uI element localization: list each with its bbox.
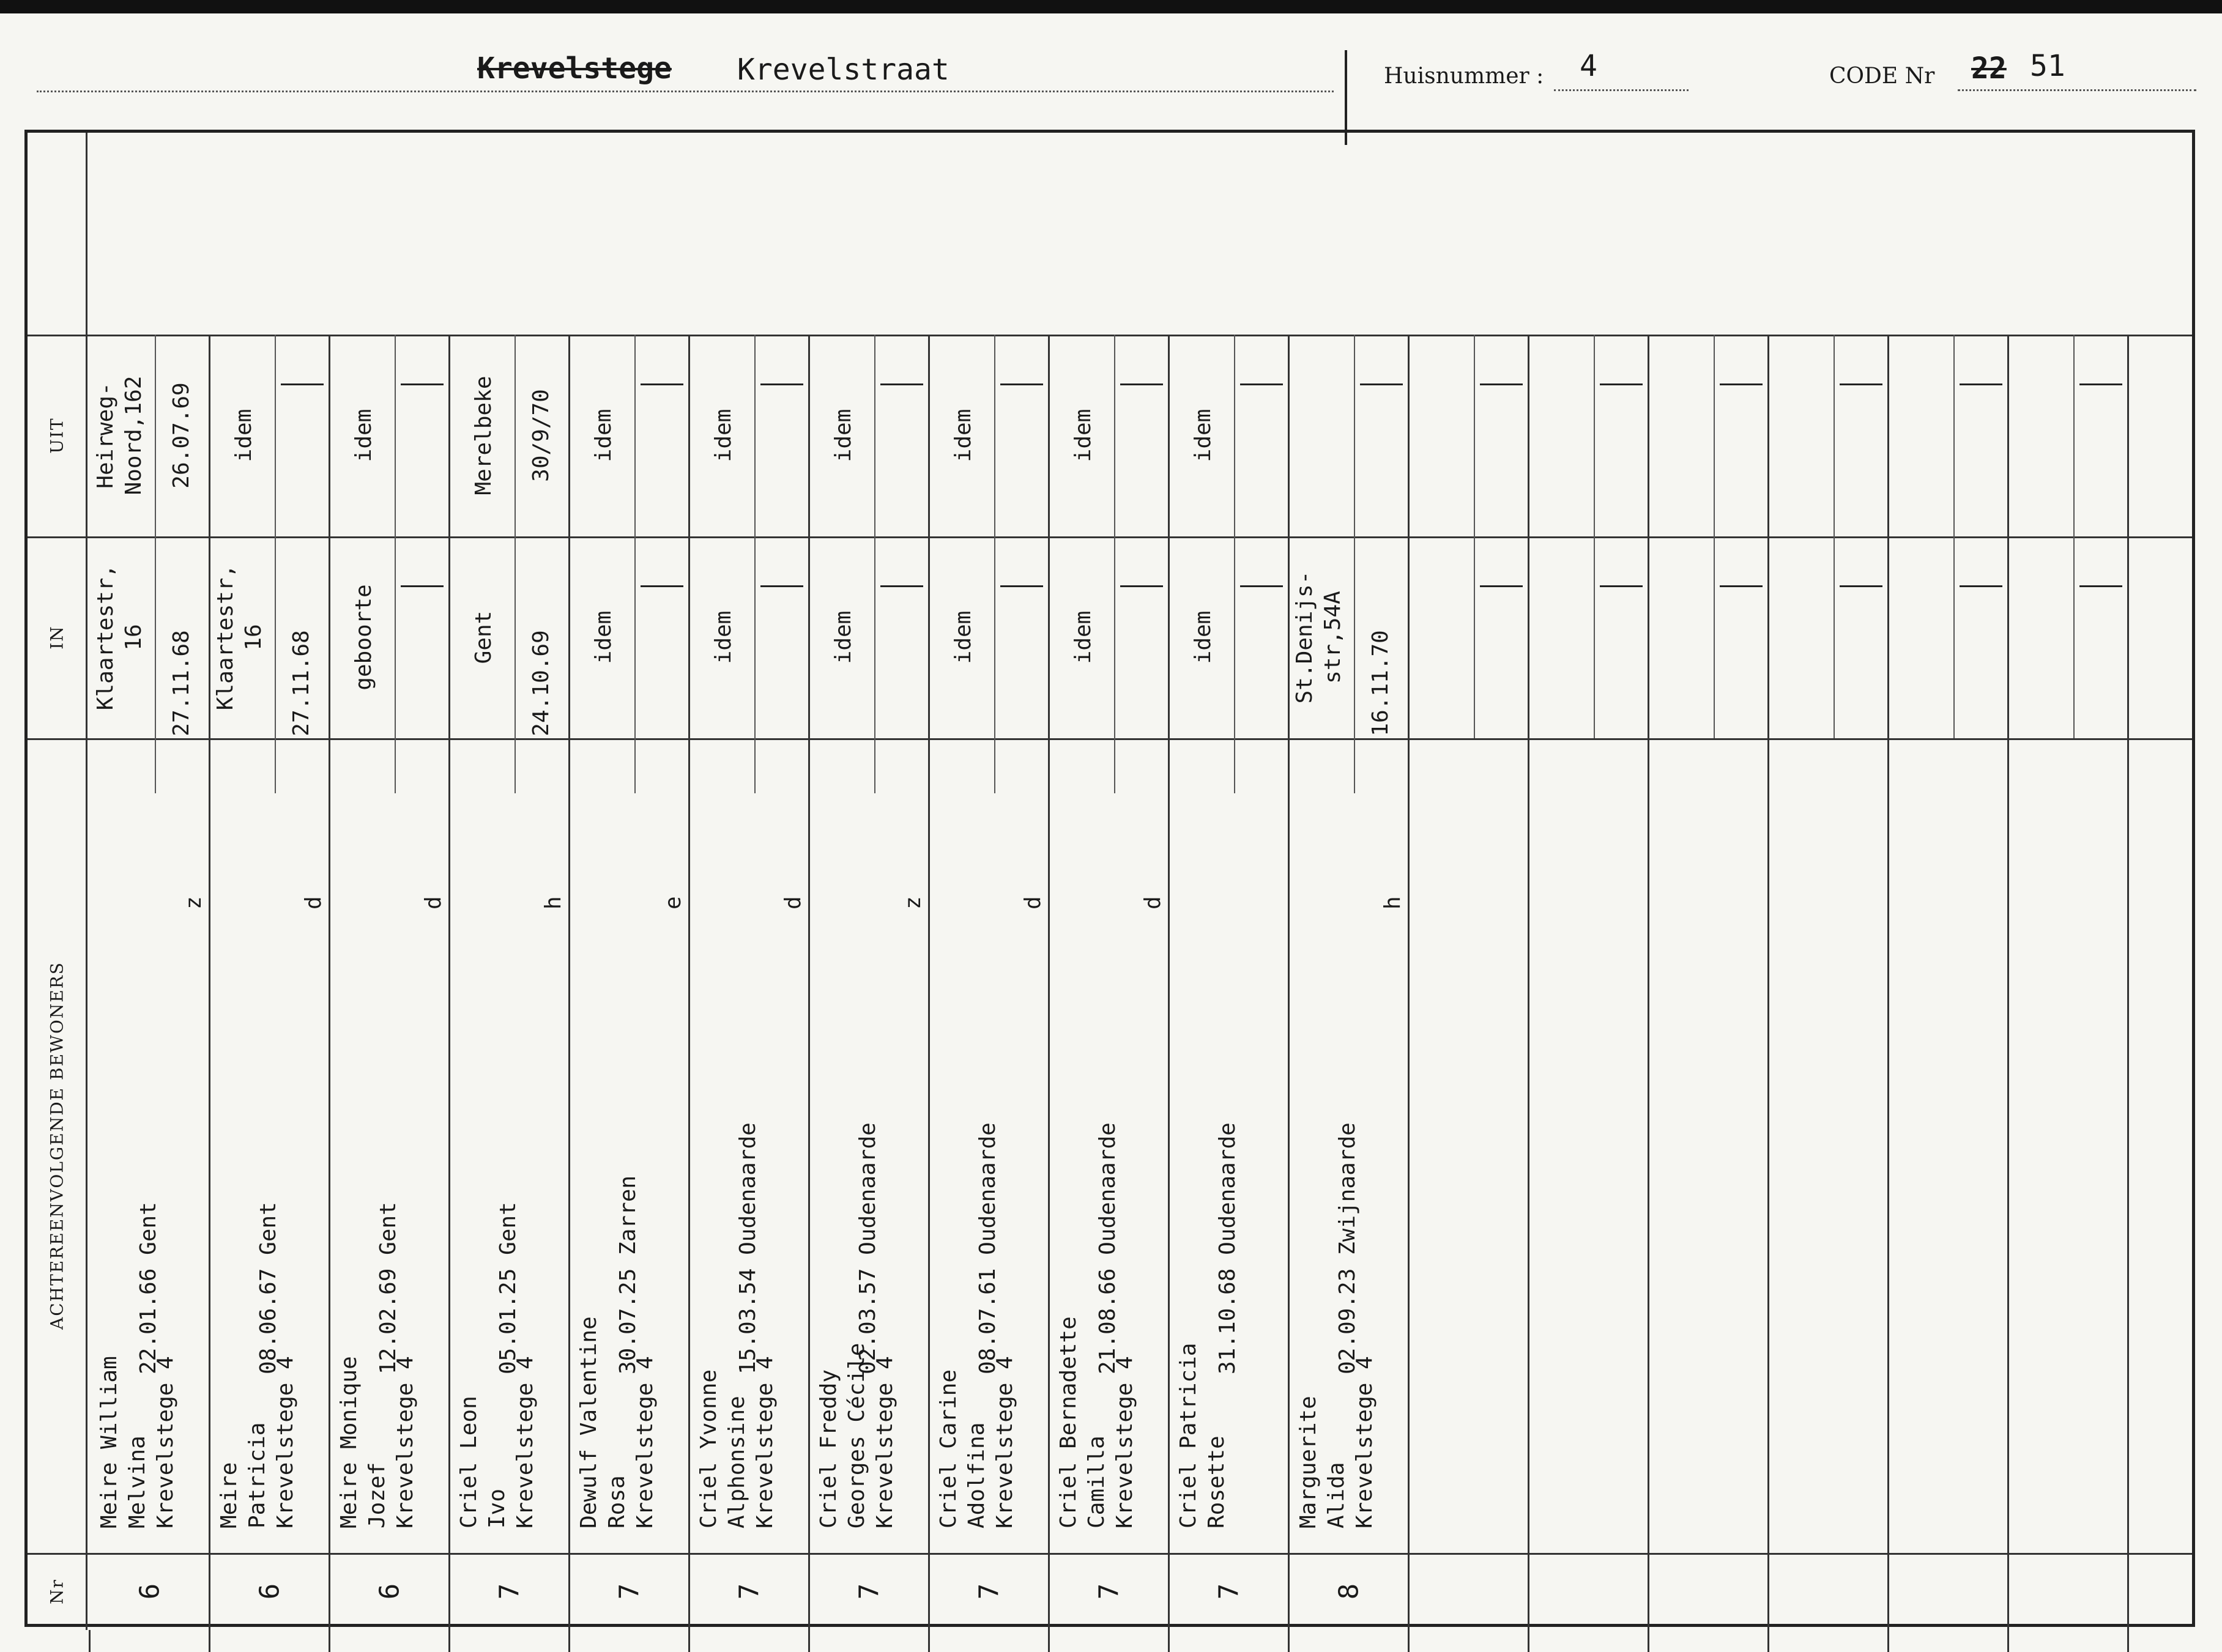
out-date-empty [1000, 383, 1043, 385]
status-code: d [421, 896, 446, 909]
birth-date-place: 21.08.66 Oudenaarde [1095, 1122, 1120, 1374]
date-subcolumn-line [994, 738, 995, 793]
in-origin: idem [711, 610, 736, 664]
out-destination: idem [951, 409, 976, 462]
resident-address: Krevelstege 4 [273, 1356, 298, 1528]
out-date: 30/9/70 [529, 389, 554, 482]
bottom-tick [209, 1630, 210, 1652]
resident-address: Krevelstege 4 [872, 1356, 897, 1528]
band-line-residents-top [28, 738, 2192, 740]
date-subcolumn-line [634, 738, 636, 793]
date-subcolumn-line [1953, 335, 1955, 536]
resident-given-names: Ivo [485, 1488, 510, 1528]
row-number: 7 [614, 1583, 645, 1600]
resident-address: Krevelstege 4 [393, 1356, 418, 1528]
column-line [1528, 335, 1529, 1630]
resident-given-names: Alida [1324, 1462, 1349, 1528]
out-date-empty [1240, 383, 1283, 385]
label-column-separator [86, 133, 87, 1630]
resident-given-names: Rosa [604, 1475, 630, 1528]
house-number: 4 [1580, 49, 1597, 83]
header [0, 13, 2222, 130]
empty-out-dash [1600, 383, 1643, 385]
out-destination: Merelbeke [471, 376, 496, 495]
resident-address: Krevelstege 4 [752, 1356, 778, 1528]
bottom-tick [1767, 1630, 1769, 1652]
bottom-tick [89, 1630, 91, 1652]
out-destination: Heirweg- [93, 382, 118, 489]
out-destination: idem [1071, 409, 1096, 462]
date-subcolumn-line [2073, 335, 2075, 536]
band-line-in-top [28, 536, 2192, 538]
in-origin: 16 [121, 624, 146, 651]
date-subcolumn-line [515, 738, 516, 793]
status-code: d [781, 896, 806, 909]
date-subcolumn-line [515, 335, 516, 536]
date-subcolumn-line [754, 536, 756, 738]
out-date-empty [1360, 383, 1403, 385]
empty-out-dash [2079, 383, 2122, 385]
out-destination: idem [831, 409, 856, 462]
date-subcolumn-line [1953, 536, 1955, 738]
empty-in-dash [1600, 585, 1643, 587]
resident-name: Meire Monique [336, 1356, 362, 1528]
bottom-tick [688, 1630, 690, 1652]
column-line [808, 335, 810, 1630]
in-date: 16.11.70 [1368, 630, 1393, 736]
code-dotted-line [1958, 89, 2196, 91]
resident-name: Criel Freddy [816, 1369, 841, 1528]
column-line [1048, 335, 1050, 1630]
empty-in-dash [2079, 585, 2122, 587]
street-name-new: Krevelstraat [737, 53, 949, 87]
in-origin: idem [591, 610, 616, 664]
empty-out-dash [1480, 383, 1523, 385]
in-origin: idem [1071, 610, 1096, 664]
in-origin: Klaartestr, [213, 564, 238, 711]
date-subcolumn-line [994, 536, 995, 738]
bottom-tick [1648, 1630, 1649, 1652]
status-code: d [1020, 896, 1046, 909]
row-number: 7 [494, 1583, 526, 1600]
resident-name: Meire [217, 1462, 242, 1528]
date-subcolumn-line [1354, 335, 1355, 536]
date-subcolumn-line [1474, 335, 1475, 536]
empty-in-dash [1720, 585, 1763, 587]
column-line [928, 335, 930, 1630]
in-date-empty [880, 585, 923, 587]
bottom-tick [2007, 1630, 2009, 1652]
date-subcolumn-line [874, 536, 875, 738]
resident-name: Criel Bernadette [1056, 1316, 1081, 1528]
column-line [1767, 335, 1769, 1630]
out-date-empty [401, 383, 444, 385]
birth-date-place: 30.07.25 Zarren [615, 1175, 641, 1374]
date-subcolumn-line [1114, 536, 1115, 738]
resident-given-names: Melvina [125, 1435, 150, 1528]
date-subcolumn-line [395, 738, 396, 793]
resident-given-names: Jozef [365, 1462, 390, 1528]
date-subcolumn-line [1594, 536, 1595, 738]
column-line [1887, 335, 1889, 1630]
date-subcolumn-line [155, 536, 156, 738]
date-subcolumn-line [874, 738, 875, 793]
house-number-label: Huisnummer : [1384, 64, 1544, 89]
empty-out-dash [1960, 383, 2002, 385]
date-subcolumn-line [1114, 335, 1115, 536]
out-date-empty [880, 383, 923, 385]
date-subcolumn-line [1354, 738, 1355, 793]
in-origin: idem [951, 610, 976, 664]
column-line [568, 335, 570, 1630]
resident-name: Marguerite [1296, 1396, 1321, 1528]
date-subcolumn-line [275, 536, 276, 738]
code-label: CODE Nr [1829, 64, 1935, 89]
bottom-tick [1048, 1630, 1050, 1652]
column-line [1408, 335, 1410, 1630]
in-origin: 16 [241, 624, 266, 651]
resident-address: Krevelstege 4 [513, 1356, 538, 1528]
in-date-empty [760, 585, 803, 587]
out-date-empty [641, 383, 683, 385]
out-date-empty [281, 383, 324, 385]
date-subcolumn-line [1834, 536, 1835, 738]
bottom-tick [1168, 1630, 1170, 1652]
birth-date-place: 05.01.25 Gent [496, 1202, 521, 1374]
resident-address: Krevelstege 4 [1352, 1356, 1377, 1528]
status-code: z [181, 896, 206, 909]
street-name-old: Krevelstege [477, 51, 672, 86]
resident-given-names: Georges Cécile [844, 1343, 869, 1528]
register-sheet [24, 130, 2195, 1627]
empty-in-dash [1840, 585, 1882, 587]
column-line [1648, 335, 1649, 1630]
date-subcolumn-line [1234, 738, 1235, 793]
in-origin: Klaartestr, [93, 564, 118, 711]
row-number: 6 [134, 1583, 166, 1600]
row-number: 6 [254, 1583, 286, 1600]
bottom-tick [448, 1630, 450, 1652]
bottom-tick [1288, 1630, 1290, 1652]
date-subcolumn-line [275, 335, 276, 536]
in-date-empty [1000, 585, 1043, 587]
date-subcolumn-line [1594, 335, 1595, 536]
column-line [2127, 335, 2129, 1630]
scan-top-edge [0, 0, 2222, 13]
date-subcolumn-line [1234, 335, 1235, 536]
resident-name: Criel Yvonne [696, 1369, 721, 1528]
row-number: 7 [734, 1583, 765, 1600]
date-subcolumn-line [2073, 536, 2075, 738]
resident-name: Criel Patricia [1176, 1343, 1201, 1528]
resident-name: Criel Carine [936, 1369, 961, 1528]
row-number: 8 [1333, 1583, 1365, 1600]
resident-given-names: Patricia [245, 1422, 270, 1528]
resident-given-names: Adolfina [964, 1422, 989, 1528]
in-origin: idem [1191, 610, 1216, 664]
status-code: h [541, 896, 566, 909]
date-subcolumn-line [275, 738, 276, 793]
status-code: e [661, 896, 686, 909]
date-subcolumn-line [994, 335, 995, 536]
resident-address: Krevelstege 4 [153, 1356, 178, 1528]
in-date: 27.11.68 [289, 630, 314, 736]
resident-address: Krevelstege 4 [1112, 1356, 1137, 1528]
column-label-uit: UIT [46, 417, 67, 454]
birth-date-place: 02.03.57 Oudenaarde [855, 1122, 880, 1374]
status-code: h [1380, 896, 1405, 909]
resident-name: Meire William [97, 1356, 122, 1528]
date-subcolumn-line [634, 335, 636, 536]
in-origin: idem [831, 610, 856, 664]
birth-date-place: 12.02.69 Gent [376, 1202, 401, 1374]
empty-in-dash [1480, 585, 1523, 587]
resident-name: Criel Leon [456, 1396, 481, 1528]
out-destination: idem [351, 409, 376, 462]
in-date: 24.10.69 [529, 630, 554, 736]
out-date-empty [760, 383, 803, 385]
bottom-tick [1887, 1630, 1889, 1652]
column-label-nr: Nr [46, 1579, 67, 1604]
column-line [2007, 335, 2009, 1630]
bottom-tick [1528, 1630, 1529, 1652]
in-origin: Gent [471, 610, 496, 664]
in-date-empty [401, 585, 444, 587]
date-subcolumn-line [155, 738, 156, 793]
bottom-tick [568, 1630, 570, 1652]
in-date-empty [641, 585, 683, 587]
out-destination: idem [711, 409, 736, 462]
column-label-residents: ACHTEREENVOLGENDE BEWONERS [46, 961, 67, 1330]
bottom-tick [2127, 1630, 2129, 1652]
code-old: 22 [1971, 51, 2007, 86]
resident-given-names: Rosette [1204, 1435, 1229, 1528]
out-date: 26.07.69 [169, 382, 194, 489]
date-subcolumn-line [754, 738, 756, 793]
status-code: z [901, 896, 926, 909]
column-line [209, 335, 210, 1630]
street-dotted-line [37, 91, 1334, 92]
resident-given-names: Alphonsine [724, 1396, 749, 1528]
empty-in-dash [1960, 585, 2002, 587]
in-origin: geboorte [351, 584, 376, 691]
date-subcolumn-line [1234, 536, 1235, 738]
date-subcolumn-line [395, 536, 396, 738]
in-date-empty [1120, 585, 1163, 587]
date-subcolumn-line [1474, 536, 1475, 738]
code-new: 51 [2030, 49, 2065, 83]
row-number: 7 [853, 1583, 885, 1600]
out-destination: idem [1191, 409, 1216, 462]
status-code: d [301, 896, 326, 909]
resident-given-names: Camilla [1084, 1435, 1109, 1528]
in-origin: St.Denijs- [1292, 571, 1317, 704]
in-date: 27.11.68 [169, 630, 194, 736]
row-number: 6 [374, 1583, 406, 1600]
bottom-tick [928, 1630, 930, 1652]
out-destination: idem [591, 409, 616, 462]
birth-date-place: 02.09.23 Zwijnaarde [1335, 1122, 1360, 1374]
band-line-nr-top [28, 1553, 2192, 1555]
column-line [448, 335, 450, 1630]
status-code: d [1140, 896, 1165, 909]
empty-out-dash [1720, 383, 1763, 385]
bottom-tick [1408, 1630, 1410, 1652]
date-subcolumn-line [874, 335, 875, 536]
date-subcolumn-line [515, 536, 516, 738]
bottom-tick [808, 1630, 810, 1652]
date-subcolumn-line [395, 335, 396, 536]
birth-date-place: 22.01.66 Gent [136, 1202, 161, 1374]
resident-address: Krevelstege 4 [992, 1356, 1017, 1528]
date-subcolumn-line [1834, 335, 1835, 536]
column-line [1288, 335, 1290, 1630]
house-number-dotted-line [1554, 89, 1689, 91]
column-line [329, 335, 330, 1630]
bottom-tick [329, 1630, 330, 1652]
date-subcolumn-line [1354, 536, 1355, 738]
birth-date-place: 31.10.68 Oudenaarde [1215, 1122, 1240, 1374]
out-destination: Noord,162 [121, 376, 146, 495]
resident-name: Dewulf Valentine [576, 1316, 601, 1528]
band-line-uit-top [28, 335, 2192, 336]
column-line [1168, 335, 1170, 1630]
column-label-in: IN [46, 625, 67, 650]
row-number: 7 [1213, 1583, 1245, 1600]
in-date-empty [1240, 585, 1283, 587]
date-subcolumn-line [1114, 738, 1115, 793]
row-number: 7 [973, 1583, 1005, 1600]
birth-date-place: 08.06.67 Gent [256, 1202, 281, 1374]
date-subcolumn-line [634, 536, 636, 738]
column-line [688, 335, 690, 1630]
out-destination: idem [231, 409, 256, 462]
birth-date-place: 08.07.61 Oudenaarde [975, 1122, 1000, 1374]
date-subcolumn-line [155, 335, 156, 536]
empty-out-dash [1840, 383, 1882, 385]
birth-date-place: 15.03.54 Oudenaarde [735, 1122, 760, 1374]
date-subcolumn-line [1714, 335, 1715, 536]
out-date-empty [1120, 383, 1163, 385]
in-origin: str,54A [1320, 591, 1345, 684]
resident-address: Krevelstege 4 [633, 1356, 658, 1528]
row-number: 7 [1093, 1583, 1125, 1600]
date-subcolumn-line [754, 335, 756, 536]
date-subcolumn-line [1714, 536, 1715, 738]
